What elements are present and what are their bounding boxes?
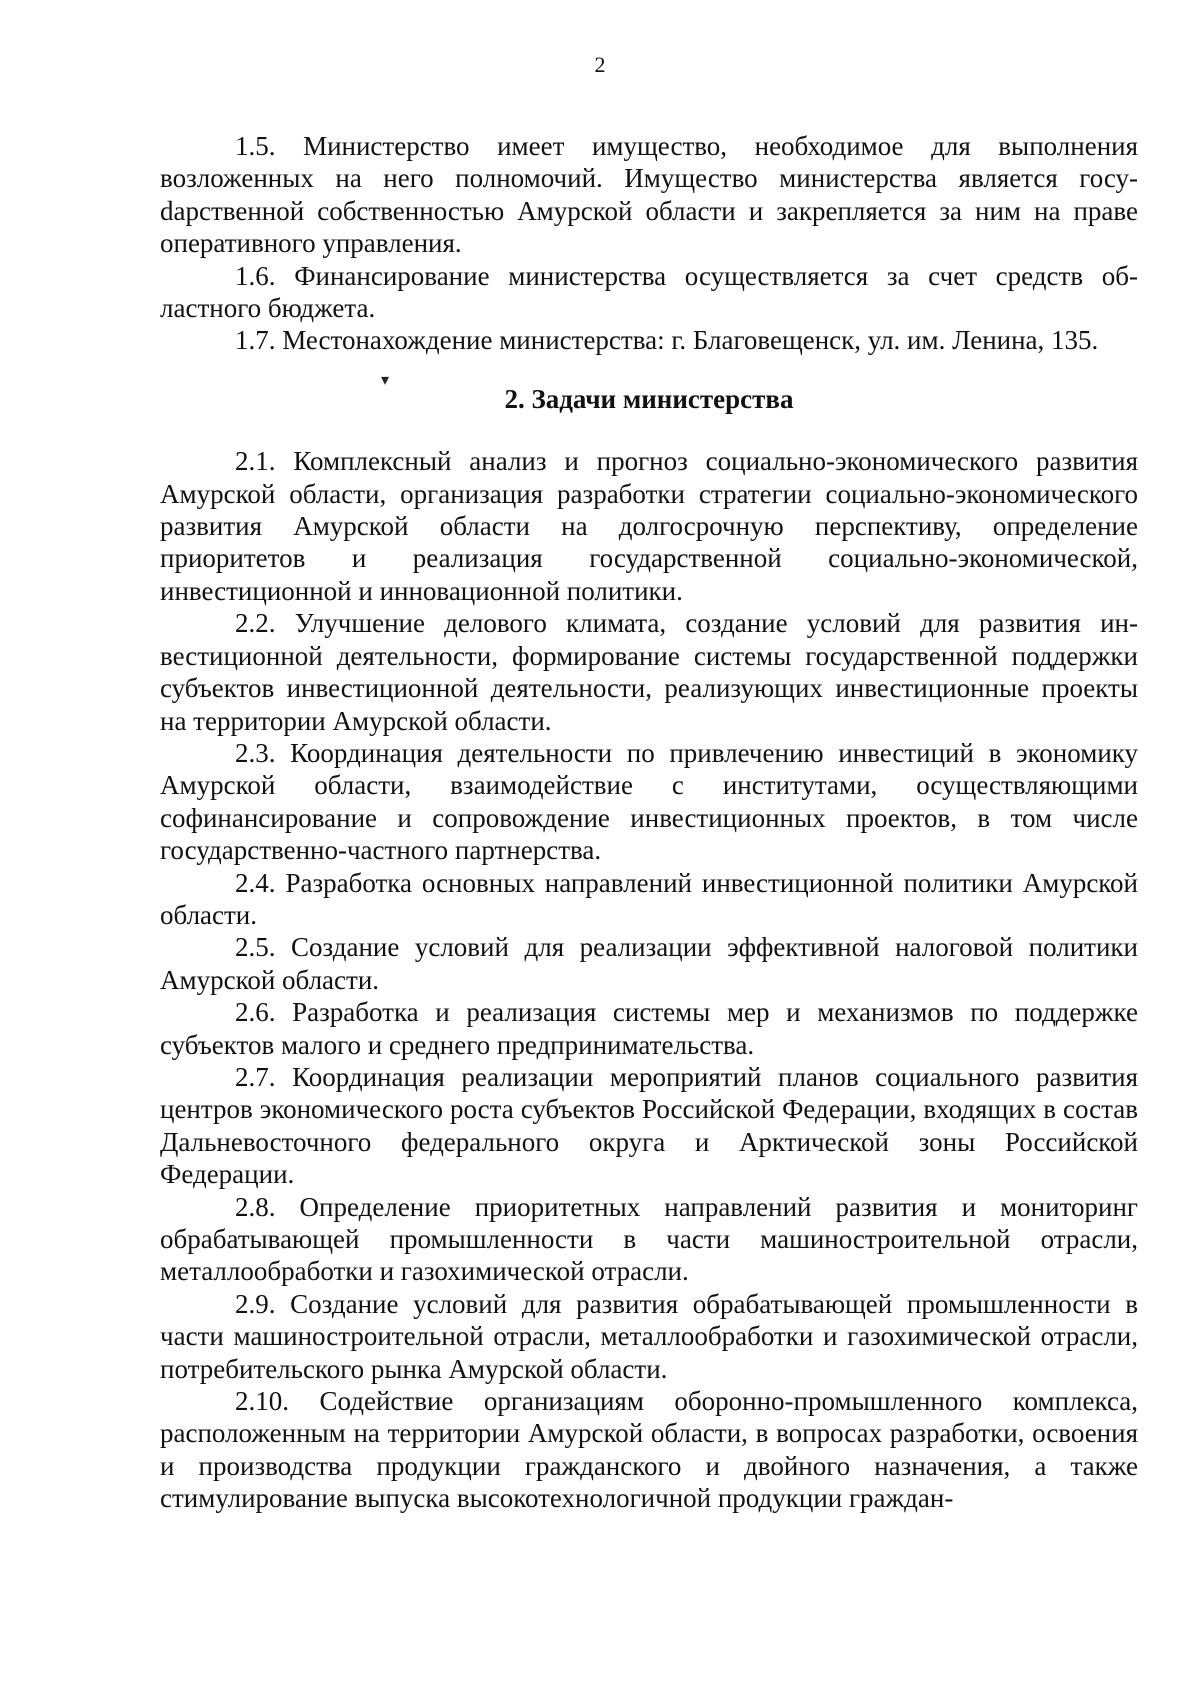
paragraph-2-8: [160, 1191, 1138, 1288]
section-heading: 2. Задачи министерства: [504, 383, 794, 414]
paragraph-number: 2.3.: [235, 737, 276, 768]
paragraph-number: 2.10.: [235, 1386, 289, 1417]
document-body: [160, 130, 1138, 1515]
paragraph-text: Комплексный анализ и прогноз социально-экономического развития Амурской области, организация разработки стратегии социально-экономического развития Амурской области на долгосрочную перспективу, определение приоритетов и реализация государственной социально-экономической, инвестиционной и инновационной политики.: [160, 446, 1138, 606]
paragraph-2-10: [160, 1385, 1138, 1515]
paragraph-text: Разработка основных направлений инвестиционной политики Амурской области.: [160, 867, 1138, 930]
paragraph-number: 2.2.: [235, 608, 276, 639]
paragraph-2-2: [160, 607, 1138, 737]
paragraph-number: 2.7.: [235, 1061, 276, 1092]
paragraph-number: 2.1.: [235, 446, 276, 477]
paragraph-1-5: [160, 130, 1138, 260]
paragraph-2-4: [160, 867, 1138, 932]
paragraph-2-3: [160, 737, 1138, 867]
paragraph-number: 2.8.: [235, 1191, 276, 1222]
paragraph-text: Улучшение делового климата, создание условий для развития инвестиционной деятельности, формирование системы государственной поддержки субъектов инвестиционной деятельности, реализующих инвестиционные проекты на территории Амурской области.: [160, 608, 1138, 736]
paragraph-number: 2.5.: [235, 932, 276, 963]
paragraph-text: Содействие организациям оборонно-промышленного комплекса, расположенным на территории Амурской области, в вопросах разработки, освоения и производства продукции гражданского и двойного назначения, а также стимулирование выпуска высокотехнологичной продукции граждан-: [160, 1386, 1138, 1514]
page-number: 2: [594, 52, 606, 77]
paragraph-number: 1.6.: [235, 260, 276, 291]
paragraph-text: Местонахождение министерства: г. Благовещенск, ул. им. Ленина, 135.: [282, 325, 1099, 356]
paragraph-2-1: [160, 445, 1138, 607]
stray-mark-icon: ▾: [381, 372, 390, 389]
paragraph-number: 2.9.: [235, 1288, 276, 1319]
paragraph-2-9: [160, 1288, 1138, 1385]
paragraph-number: 1.7.: [235, 325, 276, 356]
paragraph-number: 2.6.: [235, 997, 276, 1028]
paragraph-text: Координация реализации мероприятий планов социального развития центров экономического роста субъектов Российской Федерации, входящих в состав Дальневосточного федерального округа и Арктической зоны Российской Федерации.: [160, 1061, 1138, 1190]
paragraph-2-6: [160, 996, 1138, 1061]
paragraph-text: Разработка и реализация системы мер и механизмов по поддержке субъектов малого и среднего предпринимательства.: [160, 997, 1138, 1060]
paragraph-text: Определение приоритетных направлений развития и мониторинг обрабатывающей промышленности в части машиностроительной отрасли, металлообработки и газохимической отрасли.: [160, 1191, 1138, 1287]
paragraph-text: Финансирование министерства осуществляется за счет средств областного бюджета.: [160, 260, 1139, 324]
paragraph-1-7: [160, 324, 1138, 356]
paragraph-text: Координация деятельности по привлечению инвестиций в экономику Амурской области, взаимодействие с институтами, осуществляющими софинансирование и сопровождение инвестиционных проектов, в том числе государственно-частного партнерства.: [160, 737, 1139, 866]
paragraph-text: Создание условий для реализации эффективной налоговой политики Амурской области.: [160, 932, 1138, 995]
paragraph-number: 1.5.: [235, 131, 276, 161]
paragraph-2-5: [160, 931, 1138, 996]
paragraph-1-6: [160, 260, 1138, 325]
paragraph-number: 2.4.: [235, 867, 276, 898]
paragraph-text: Создание условий для развития обрабатывающей промышленности в части машиностроительной отрасли, металлообработки и газохимической отрасли, потребительского рынка Амурской области.: [160, 1288, 1138, 1384]
paragraph-text: Министерство имеет имущество, необходимое для выполнения возложенных на него полномочий. Имущество министерства является госуdарственной собственностью Амурской области и закрепляется за ним на праве оперативного управления.: [160, 131, 1139, 259]
paragraph-2-7: [160, 1061, 1138, 1191]
